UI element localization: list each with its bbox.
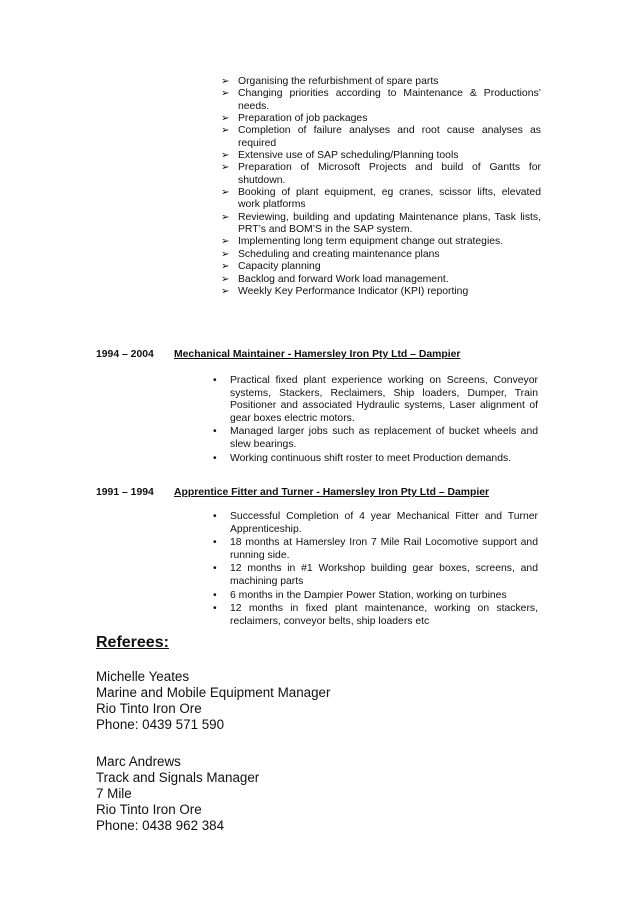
list-item: ➢ Implementing long term equipment change out strategies. [221, 236, 504, 248]
job-years: 1991 – 1994 [96, 487, 154, 498]
list-item: • Successful Completion of 4 year Mechanical Fitter and Turner Apprenticeship. [213, 511, 538, 535]
dot-bullet-icon: • [213, 537, 217, 549]
list-item: • 12 months in #1 Workshop building gear boxes, screens, and machining parts [213, 563, 538, 587]
dot-bullet-icon: • [213, 511, 217, 522]
job-title: Mechanical Maintainer - Hamersley Iron Pty Ltd – Dampier [174, 349, 461, 360]
job-duties-list [213, 511, 538, 629]
arrow-bullet-icon: ➢ [221, 187, 230, 199]
arrow-bullet-icon: ➢ [221, 285, 230, 297]
arrow-bullet-icon: ➢ [221, 113, 230, 125]
list-item: ➢ Preparation of Microsoft Projects and build of Gantts for shutdown. [221, 162, 541, 186]
referee-entry [96, 669, 330, 733]
referee-entry [96, 754, 259, 834]
job-entry-apprentice-fitter [96, 487, 546, 627]
job-duties-list [213, 375, 538, 466]
referee-name: Marc Andrews [96, 754, 181, 769]
arrow-bullet-icon: ➢ [221, 273, 230, 285]
dot-bullet-icon: • [213, 603, 217, 615]
dot-bullet-icon: • [213, 452, 217, 464]
list-item: ➢ Completion of failure analyses and root cause analyses as required [221, 125, 541, 149]
dot-bullet-icon: • [213, 563, 217, 575]
arrow-bullet-icon: ➢ [221, 88, 230, 100]
job-title: Apprentice Fitter and Turner - Hamersley Iron Pty Ltd – Dampier [174, 487, 490, 498]
dot-bullet-icon: • [213, 589, 217, 601]
referee-role: Marine and Mobile Equipment Manager [96, 684, 331, 700]
list-item: ➢ Capacity planning [221, 261, 321, 273]
list-item: ➢ Weekly Key Performance Indicator (KPI) reporting [221, 285, 469, 297]
list-item: • 18 months at Hamersley Iron 7 Mile Rail Locomotive support and running side. [213, 537, 538, 561]
responsibilities-list [221, 76, 541, 298]
arrow-bullet-icon: ➢ [221, 236, 230, 248]
referee-location: 7 Mile [96, 785, 132, 801]
list-item: • 6 months in the Dampier Power Station, working on turbines [213, 589, 507, 601]
arrow-bullet-icon: ➢ [221, 248, 230, 260]
referees-heading: Referees: [96, 634, 169, 651]
list-item: ➢ Changing priorities according to Maintenance & Productions’ needs. [221, 88, 541, 112]
referee-phone: Phone: 0438 962 384 [96, 817, 225, 833]
referee-company: Rio Tinto Iron Ore [96, 801, 202, 817]
list-item: ➢ Organising the refurbishment of spare parts [221, 76, 439, 87]
job-header [96, 487, 546, 501]
list-item: ➢ Backlog and forward Work load management. [221, 273, 449, 285]
arrow-bullet-icon: ➢ [221, 125, 230, 137]
list-item: ➢ Reviewing, building and updating Maintenance plans, Task lists, PRT’s and BOM’S in the SAP system. [221, 211, 541, 236]
job-header [96, 349, 546, 363]
arrow-bullet-icon: ➢ [221, 162, 230, 174]
referee-name: Michelle Yeates [96, 669, 190, 684]
dot-bullet-icon: • [213, 375, 217, 386]
job-years: 1994 – 2004 [96, 349, 154, 360]
list-item: ➢ Booking of plant equipment, eg cranes, scissor lifts, elevated work platforms [221, 187, 541, 211]
referee-phone: Phone: 0439 571 590 [96, 716, 225, 732]
dot-bullet-icon: • [213, 426, 217, 438]
list-item: • Working continuous shift roster to meet Production demands. [213, 452, 512, 464]
arrow-bullet-icon: ➢ [221, 211, 230, 223]
referee-company: Rio Tinto Iron Ore [96, 700, 202, 716]
list-item: ➢ Scheduling and creating maintenance plans [221, 248, 440, 260]
arrow-bullet-icon: ➢ [221, 261, 230, 273]
arrow-bullet-icon: ➢ [221, 76, 230, 87]
list-item: • Practical fixed plant experience working on Screens, Conveyor systems, Stackers, Reclaimers, Ship loaders, Dumper, Train Positioner and associated Hydraulic systems, Laser alignment of gear boxes electric motors. [213, 375, 538, 424]
list-item: ➢ Preparation of job packages [221, 113, 368, 125]
job-entry-mechanical-maintainer [96, 349, 546, 464]
referee-role: Track and Signals Manager [96, 769, 260, 785]
list-item: • Managed larger jobs such as replacement of bucket wheels and slew bearings. [213, 426, 538, 450]
list-item: • 12 months in fixed plant maintenance, working on stackers, reclaimers, conveyor belts, ship loaders etc [213, 603, 538, 627]
arrow-bullet-icon: ➢ [221, 150, 230, 162]
list-item: ➢ Extensive use of SAP scheduling/Planning tools [221, 150, 459, 162]
